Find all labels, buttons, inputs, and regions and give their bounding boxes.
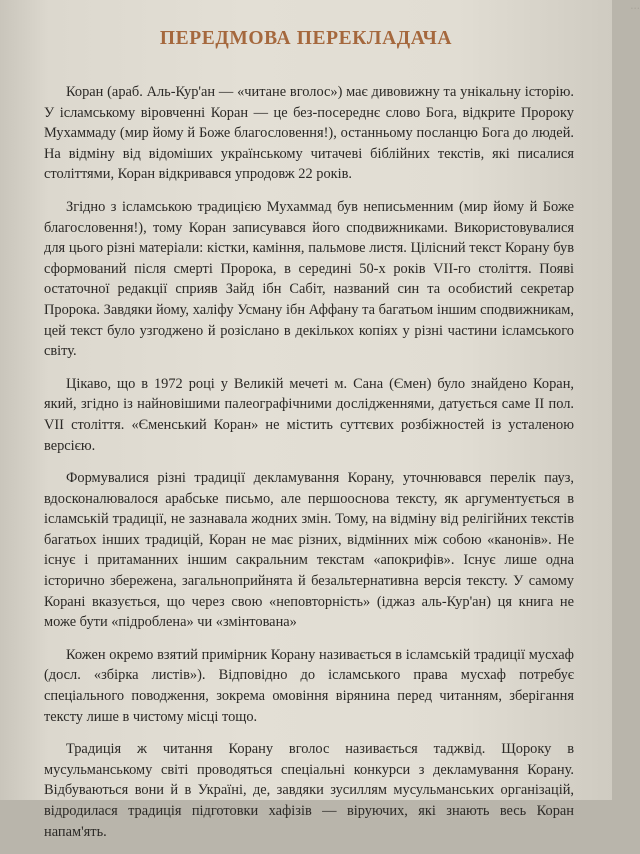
paragraph: Цікаво, що в 1972 році у Великій мечеті м. Сана (Ємен) було знайдено Коран, який, згідно із найновішими палеографічними дослідженнями, датується саме II пол. VII століття. «Єменський Коран» не містить суттєвих розбіжностей із усталеною версією. [44,375,574,454]
paragraph: Кожен окремо взятий примірник Корану називається в ісламській традиції мусхаф (досл. «збірка листів»). Відповідно до ісламського права мусхаф потребує спеціального поводження, зокрема омовіння вірянина перед читанням, зберігання тексту лише в чистому місці тощо. [44,646,574,725]
bleed-through-text: ... [630,0,640,12]
page-title: ПЕРЕДМОВА ПЕРЕКЛАДАЧА [159,28,453,49]
paragraph: Формувалися різні традиції декламування Корану, уточнювався перелік пауз, вдосконалювалося арабське письмо, але першооснова тексту, як аргументується в ісламській традиції, не зазнавала жодних змін. Тому, на відміну від релігійних текстів багатьох інших традицій, Коран не має різних, відмінних між собою «канонів». Не існує і притаманних іншим сакральним текстам «апокрифів». Існує лише одна історично збережена, загальноприйнята й безальтернативна версія тексту. У самому Корані вказується, що через свою «неповторність» (іджаз аль-Кур'ан) ця книга не може бути «підроблена» чи «змінтована» [44,470,574,631]
paragraph: Традиція ж читання Корану вголос називається таджвід. Щороку в мусульманському світі проводяться спеціальні конкурси з декламування Корану. Відбуваються вони й в Україні, де, завдяки зусиллям мусульманських організацій, відродилася традиція підготовки хафізів — віруючих, які знають весь Коран напам'ять. [44,741,574,840]
paragraph: Згідно з ісламською традицією Мухаммад був неписьменним (мир йому й Боже благословення!), тому Коран записувався його сподвижниками. Використовувалися для цього різні матеріали: кістки, каміння, пальмове листя. Цілісний текст Корану був сформований після смерті Пророка, в середині 50-х років VII-го століття. Появі остаточної редакції сприяв Зайд ібн Сабіт, названий син та особистий секретар Пророка. Завдяки йому, халіфу Усману ібн Аффану та багатьом іншим сподвижникам, цей текст було узгоджено й розіслано в декількох копіях у різні частини ісламського світу. [44,198,574,360]
body-text [44,82,574,854]
paragraph: Коран (араб. Аль-Кур'ан — «читане вголос») має дивовижну та унікальну історію. У ісламському віровченні Коран — це без-посереднє слово Бога, відкрите Пророку Мухаммаду (мир йому й Боже благословення!), останньому посланцю Бога до людей. На відміну від відоміших українському читачеві біблійних текстів, які писалися століттями, Коран відкривався упродовж 22 років. [44,84,574,183]
